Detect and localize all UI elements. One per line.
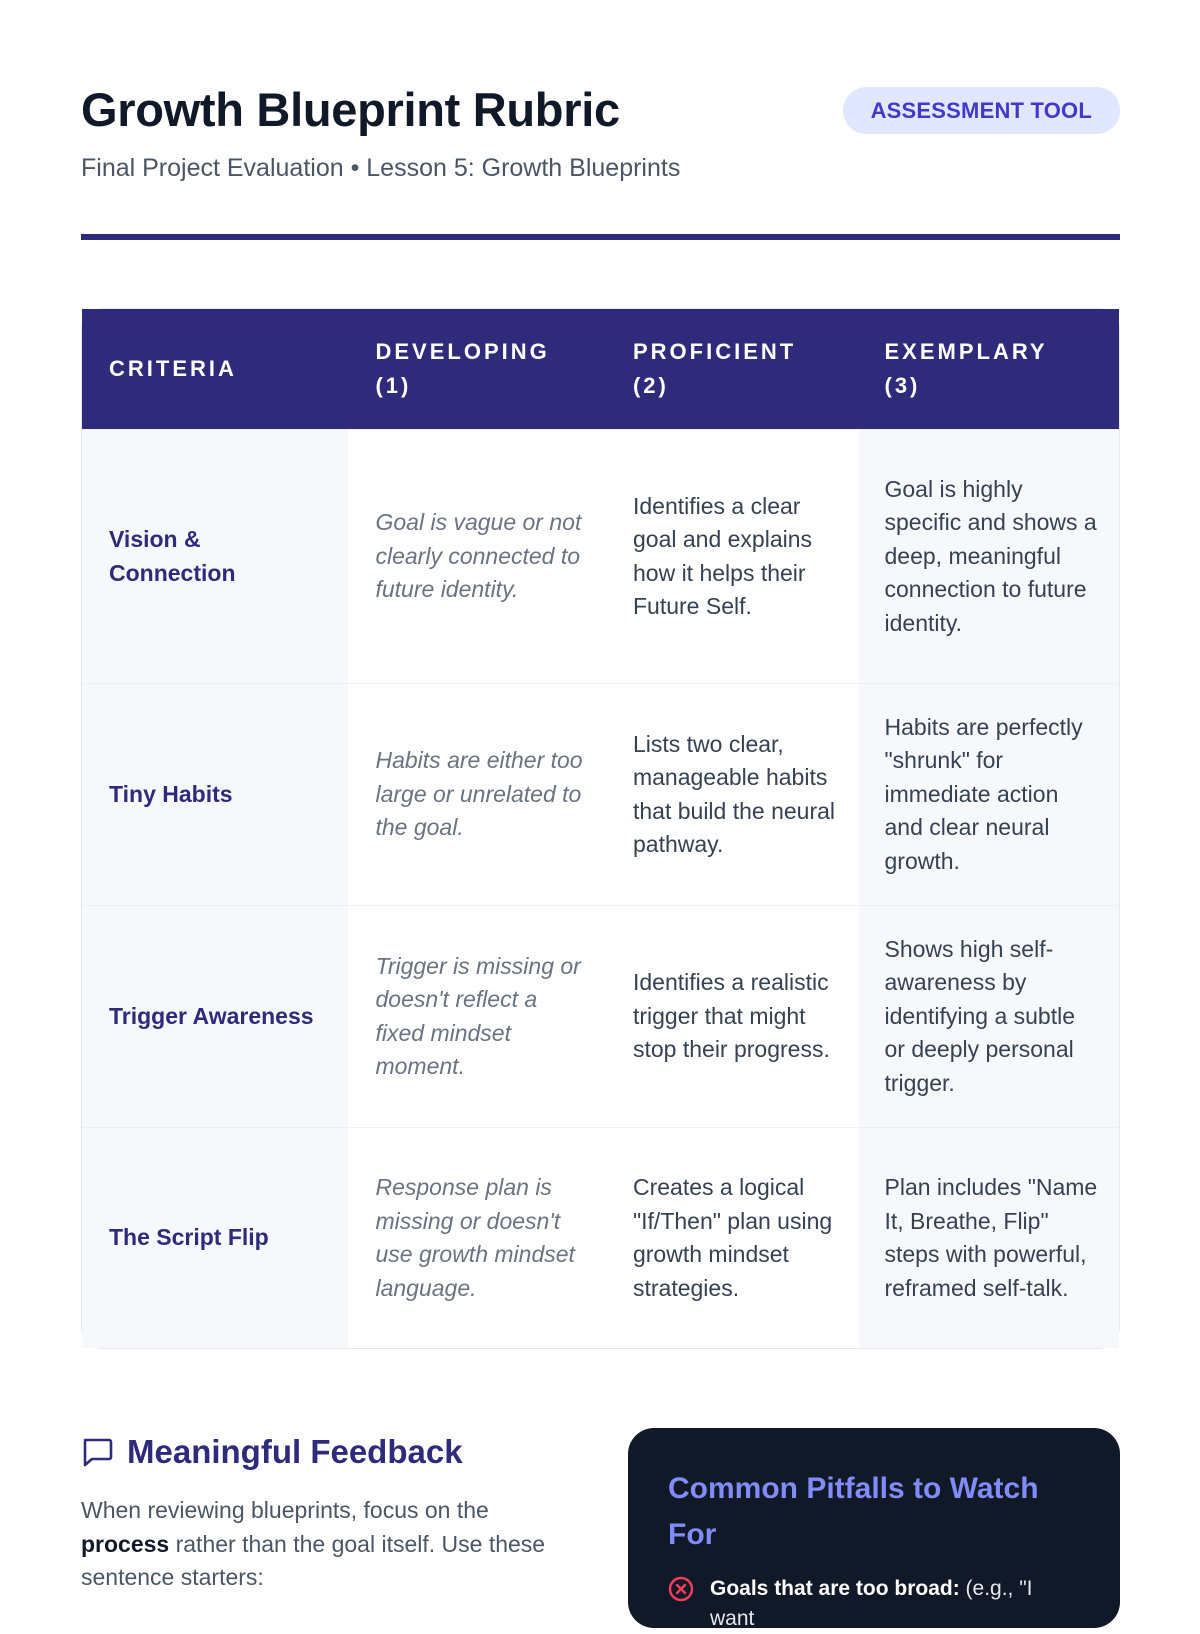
assessment-tool-badge: ASSESSMENT TOOL [843, 87, 1120, 134]
column-header-exemplary [859, 309, 1120, 429]
column-header-label: DEVELOPING [375, 339, 550, 364]
pitfall-label: Goals that are too broad: [710, 1577, 960, 1600]
rubric-row-script-flip [82, 1127, 1119, 1348]
feedback-text-part: When reviewing blueprints, focus on the [81, 1497, 489, 1523]
page-subtitle: Final Project Evaluation • Lesson 5: Growth Blueprints [81, 154, 681, 182]
criteria-cell: Tiny Habits [82, 684, 348, 905]
rubric-row-trigger-awareness [82, 905, 1119, 1127]
feedback-section [81, 1432, 561, 1595]
rubric-header-row [82, 309, 1119, 429]
exemplary-cell: Habits are perfectly "shrunk" for immediate action and clear neural growth. [859, 684, 1120, 905]
page-header [81, 80, 1120, 184]
rubric-row-tiny-habits [82, 683, 1119, 905]
pitfalls-title: Common Pitfalls to Watch For [668, 1472, 1039, 1551]
pitfall-detail: (e.g., "I want [710, 1577, 1033, 1630]
feedback-heading [81, 1432, 561, 1472]
criteria-cell: The Script Flip [82, 1128, 348, 1348]
column-header-criteria [82, 309, 348, 429]
message-square-icon [81, 1437, 113, 1467]
column-header-label: PROFICIENT [632, 339, 797, 364]
rubric-row-vision-connection [82, 429, 1119, 683]
pitfalls-card [628, 1428, 1120, 1628]
column-header-proficient [610, 309, 859, 429]
proficient-cell: Lists two clear, manageable habits that build the neural pathway. [610, 684, 859, 905]
developing-cell: Response plan is missing or doesn't use growth mindset language. [348, 1128, 610, 1348]
column-header-developing [348, 309, 610, 429]
column-header-score: (1) [375, 373, 412, 398]
proficient-cell: Identifies a realistic trigger that might stop their progress. [610, 906, 859, 1127]
feedback-text-emphasis: process [81, 1530, 170, 1557]
feedback-title: Meaningful Feedback [127, 1433, 463, 1470]
x-circle-icon [668, 1576, 694, 1602]
exemplary-cell: Shows high self-awareness by identifying a subtle or deeply personal trigger. [859, 906, 1120, 1127]
exemplary-cell: Goal is highly specific and shows a deep, meaningful connection to future identity. [859, 430, 1120, 683]
pitfall-text [710, 1574, 1080, 1634]
proficient-cell: Identifies a clear goal and explains how it helps their Future Self. [610, 430, 859, 683]
proficient-cell: Creates a logical "If/Then" plan using growth mindset strategies. [610, 1128, 859, 1348]
developing-cell: Trigger is missing or doesn't reflect a fixed mindset moment. [348, 906, 610, 1127]
developing-cell: Goal is vague or not clearly connected to future identity. [348, 430, 610, 683]
column-header-label: CRITERIA [109, 356, 237, 381]
exemplary-cell: Plan includes "Name It, Breathe, Flip" steps with powerful, reframed self-talk. [859, 1128, 1120, 1348]
header-divider [81, 234, 1120, 240]
pitfall-item [668, 1574, 1080, 1634]
rubric-table [81, 308, 1120, 1349]
feedback-text-part: rather than the goal itself. Use these sentence starters: [81, 1530, 546, 1590]
feedback-text [81, 1494, 561, 1595]
criteria-cell: Vision & Connection [82, 430, 348, 683]
page-title: Growth Blueprint Rubric [81, 83, 620, 136]
developing-cell: Habits are either too large or unrelated to the goal. [348, 684, 610, 905]
column-header-label: EXEMPLARY [884, 339, 1048, 364]
column-header-score: (3) [884, 373, 921, 398]
column-header-score: (2) [632, 373, 669, 398]
criteria-cell: Trigger Awareness [82, 906, 348, 1127]
